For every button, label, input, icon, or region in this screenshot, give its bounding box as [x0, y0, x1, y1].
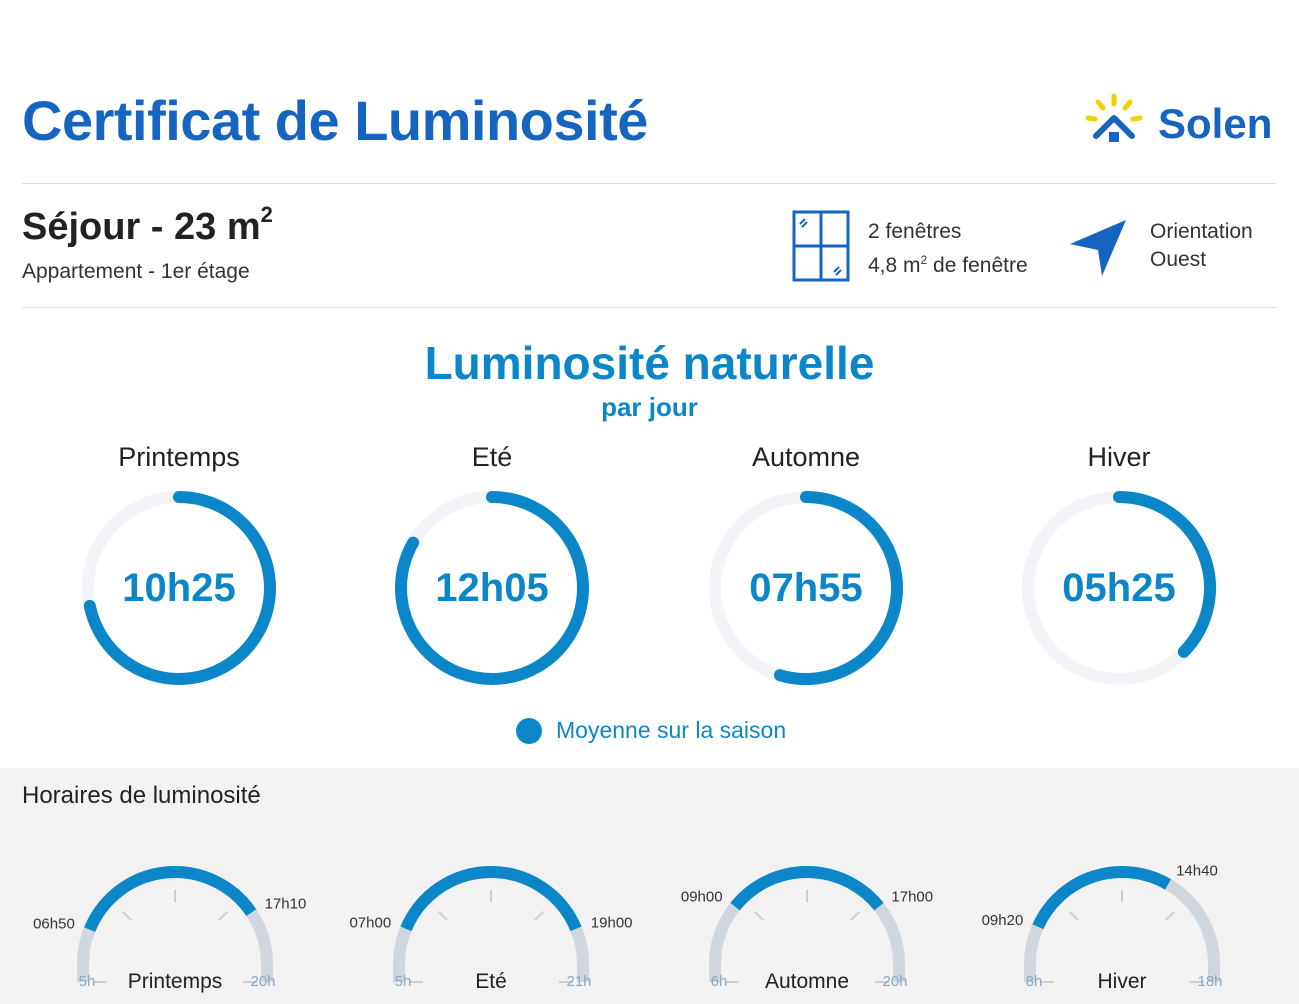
chart-title: Luminosité naturelle [424, 337, 875, 389]
arc-axis-max: 20h [882, 973, 908, 990]
navigation-arrow-icon [1068, 218, 1130, 278]
gauge-value: 07h55 [749, 566, 863, 610]
arc-tick [123, 912, 131, 920]
arc-season-label: Hiver [1097, 970, 1147, 993]
legend-dot [516, 718, 542, 744]
hours-panel-title: Horaires de luminosité [22, 782, 261, 809]
arc-axis-min: 6h [710, 973, 728, 990]
gauge-value: 12h05 [435, 566, 549, 610]
arc-end-label: 17h10 [264, 895, 307, 913]
arc-axis-max: 20h [250, 973, 276, 990]
window-icon [792, 210, 850, 282]
brand-name: Solen [1158, 100, 1273, 147]
window-info [868, 218, 1028, 280]
room-subtitle: Appartement - 1er étage [22, 260, 250, 283]
window-count: 2 fenêtres [868, 220, 962, 243]
season-label: Printemps [118, 442, 240, 472]
arc-track [83, 872, 267, 982]
room-title: Séjour - 23 $m^2$ [22, 202, 273, 248]
arc-axis-min: 5h [78, 973, 96, 990]
arc-track [715, 872, 899, 982]
arc-axis-max: 18h [1197, 973, 1223, 990]
arc-end-label: 14h40 [1176, 862, 1218, 880]
arc-track [399, 872, 583, 982]
divider [22, 307, 1276, 308]
arc-axis-min: 8h [1025, 973, 1043, 990]
page-title: Certificat de Luminosité [22, 89, 648, 152]
arc-season-label: Eté [475, 970, 507, 993]
arc-range-hiver [1038, 872, 1168, 927]
arc-track [1030, 872, 1214, 982]
season-label: Eté [471, 442, 513, 472]
window-area: 4,8 $m^2$ de fenêtre [868, 253, 1028, 277]
gauge-value: 10h25 [122, 566, 236, 610]
arc-range-printemps [90, 872, 252, 930]
arc-season-label: Printemps [127, 970, 223, 993]
season-label: Automne [751, 442, 861, 472]
brand-logo [1084, 92, 1284, 156]
arc-start-label: 09h00 [680, 888, 723, 906]
hours-arc-chart [0, 768, 1299, 1004]
arc-tick [851, 912, 859, 920]
arc-season-label: Automne [764, 970, 850, 993]
arc-end-label: 17h00 [891, 888, 934, 906]
orientation-info [1150, 218, 1253, 274]
arc-tick [1166, 912, 1174, 920]
arc-end-label: 19h00 [590, 914, 633, 932]
chart-subtitle: par jour [601, 392, 698, 422]
gauge-value: 05h25 [1062, 566, 1176, 610]
sun-house-icon [1084, 92, 1156, 156]
arc-tick [1070, 912, 1078, 920]
arc-tick [535, 912, 543, 920]
orientation-value: Ouest [1150, 248, 1207, 271]
season-label: Hiver [1087, 442, 1151, 472]
legend-label: Moyenne sur la saison [556, 717, 787, 743]
orientation-label: Orientation [1150, 220, 1253, 243]
arc-tick [439, 912, 447, 920]
arc-tick [755, 912, 763, 920]
arc-tick [219, 912, 227, 920]
divider [22, 183, 1276, 184]
arc-start-label: 06h50 [33, 915, 75, 933]
arc-axis-min: 5h [394, 973, 412, 990]
arc-start-label: 09h20 [981, 912, 1024, 930]
arc-axis-max: 21h [566, 973, 592, 990]
arc-start-label: 07h00 [349, 914, 392, 932]
